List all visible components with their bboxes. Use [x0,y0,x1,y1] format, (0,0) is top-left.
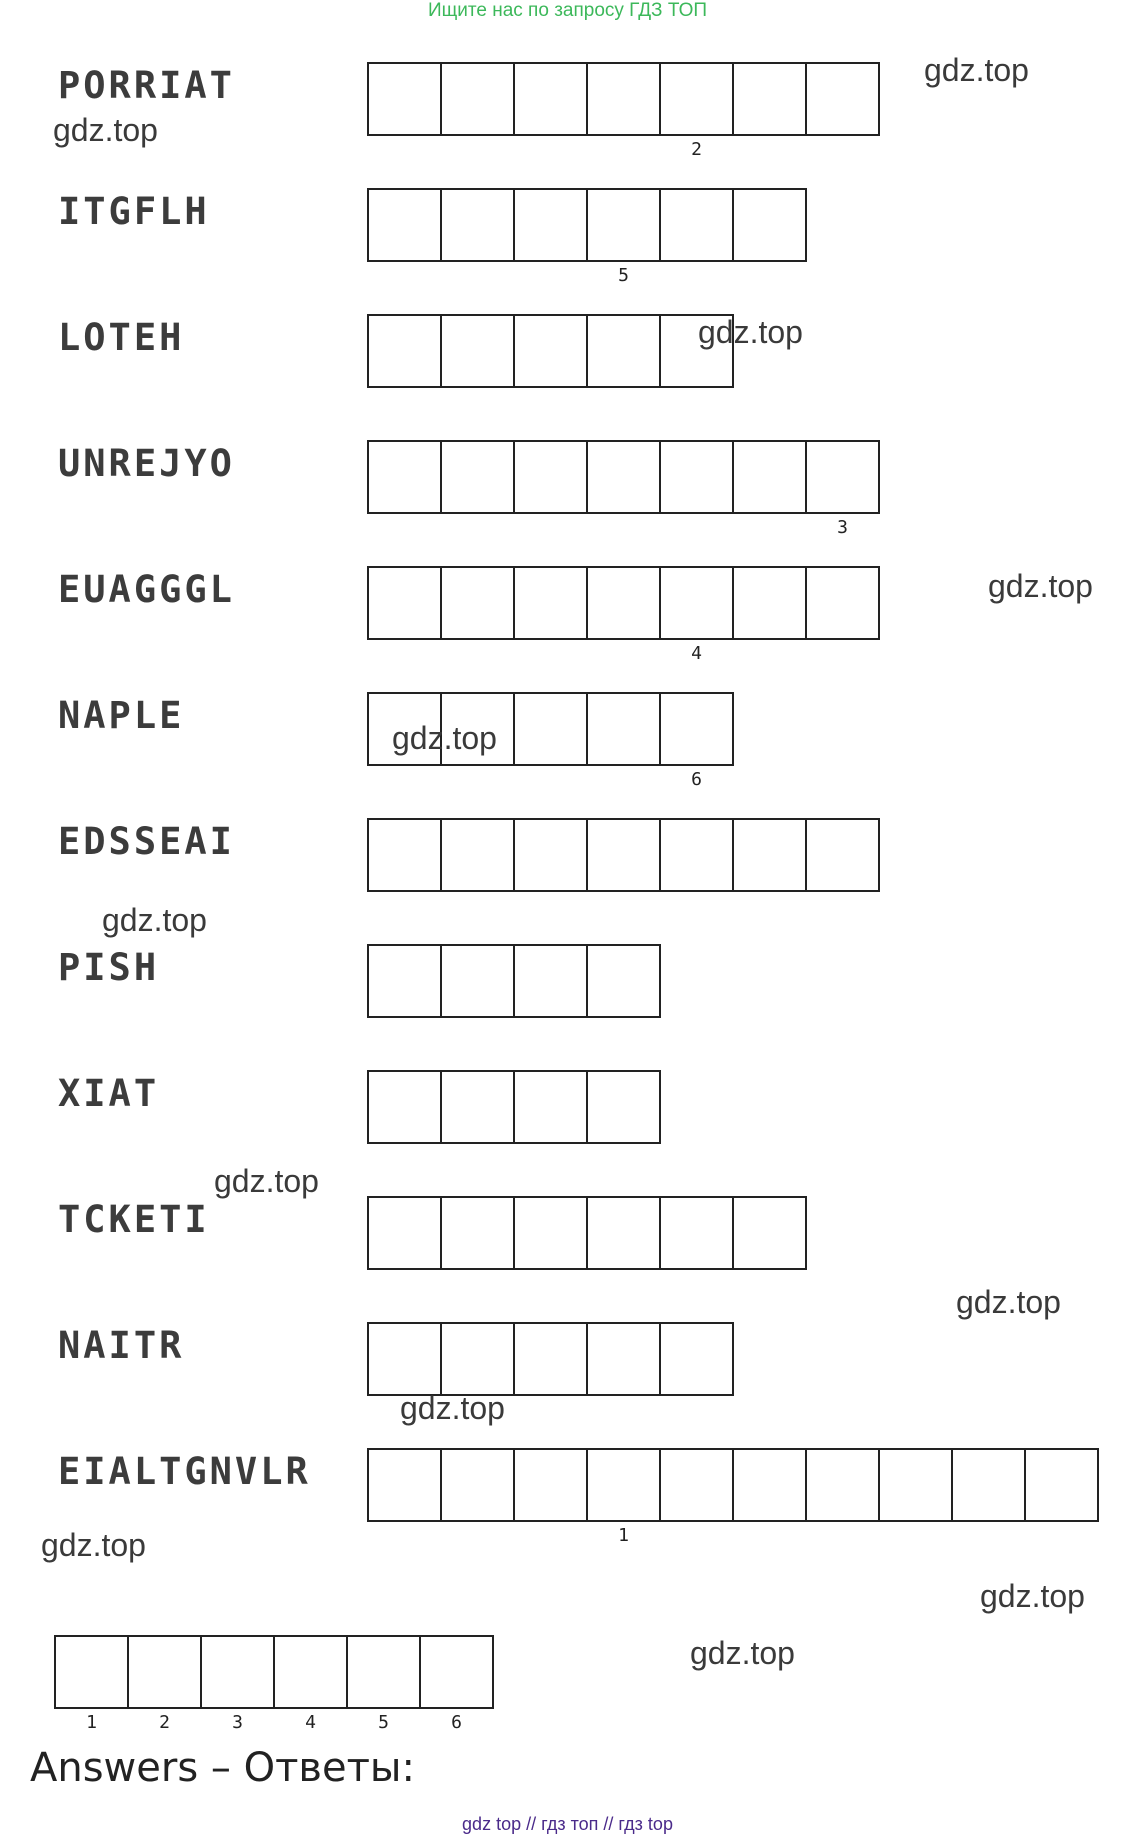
letter-box[interactable] [588,692,661,766]
letter-box[interactable] [661,1448,734,1522]
letter-box[interactable] [515,188,588,262]
scrambled-word: EDSSEAI [58,820,235,863]
letter-box[interactable] [588,188,661,286]
letter-box[interactable] [588,1196,661,1270]
answer-grid [367,440,880,538]
letter-box[interactable] [369,1196,442,1270]
answer-grid [367,1448,1099,1546]
answer-position-number: 4 [305,1712,316,1733]
answer-letter-box[interactable] [202,1635,275,1733]
answer-grid [367,1322,734,1396]
letter-box[interactable] [369,566,442,640]
watermark: gdz.top [214,1163,319,1199]
watermark: gdz.top [690,1635,795,1671]
letter-box[interactable] [734,440,807,514]
letter-box[interactable] [515,692,588,766]
letter-box[interactable] [807,440,880,538]
answer-position-number: 3 [232,1712,243,1733]
top-banner: Ищите нас по запросу ГДЗ ТОП [427,0,708,21]
scrambled-word: EUAGGGL [58,568,235,611]
letter-box[interactable] [661,692,734,790]
scrambled-word: ITGFLH [58,190,210,233]
answer-position-number: 2 [159,1712,170,1733]
letter-box[interactable] [734,566,807,640]
clue-number: 1 [618,1525,629,1546]
watermark: gdz.top [956,1284,1061,1320]
scrambled-word: NAPLE [58,694,185,737]
letter-box[interactable] [442,62,515,136]
scrambled-word: TCKETI [58,1198,210,1241]
letter-box[interactable] [369,818,442,892]
answer-letter-box[interactable] [421,1635,494,1733]
letter-box[interactable] [442,1322,515,1396]
letter-box[interactable] [807,818,880,892]
letter-box[interactable] [734,188,807,262]
watermark: gdz.top [41,1527,146,1563]
answer-grid [367,62,880,160]
watermark: gdz.top [400,1390,505,1426]
letter-box[interactable] [807,1448,880,1522]
answer-letter-box[interactable] [348,1635,421,1733]
watermark: gdz.top [53,112,158,148]
letter-box[interactable] [369,1322,442,1396]
footer-links: gdz top // гдз топ // гдз top [462,1814,673,1834]
letter-box[interactable] [661,440,734,514]
letter-box[interactable] [953,1448,1026,1522]
watermark: gdz.top [102,902,207,938]
letter-box[interactable] [588,818,661,892]
letter-box[interactable] [369,62,442,136]
answer-position-number: 6 [451,1712,462,1733]
answer-grid [367,566,880,664]
answers-heading: Answers – Ответы: [30,1745,415,1791]
clue-number: 5 [618,265,629,286]
letter-box[interactable] [588,1322,661,1396]
clue-number: 4 [691,643,702,664]
letter-box[interactable] [661,1196,734,1270]
letter-box[interactable] [880,1448,953,1522]
letter-box[interactable] [515,62,588,136]
watermark: gdz.top [988,568,1093,604]
letter-box[interactable] [442,818,515,892]
watermark: gdz.top [698,314,803,350]
letter-box[interactable] [515,314,588,388]
answer-letter-box[interactable] [275,1635,348,1733]
letter-box[interactable] [515,818,588,892]
letter-box[interactable] [515,1196,588,1270]
letter-box[interactable] [515,1322,588,1396]
letter-box[interactable] [1026,1448,1099,1522]
letter-box[interactable] [588,1070,661,1144]
answer-grid [367,1196,807,1270]
letter-box[interactable] [369,440,442,514]
letter-box[interactable] [807,62,880,136]
scrambled-word: PORRIAT [58,64,235,107]
letter-box[interactable] [442,1196,515,1270]
letter-box[interactable] [661,818,734,892]
clue-number: 2 [691,139,702,160]
letter-box[interactable] [661,62,734,160]
answer-grid [367,944,661,1018]
letter-box[interactable] [588,440,661,514]
answer-position-number: 5 [378,1712,389,1733]
letter-box[interactable] [661,188,734,262]
letter-box[interactable] [661,1322,734,1396]
letter-box[interactable] [515,440,588,514]
letter-box[interactable] [807,566,880,640]
answer-grid [367,314,734,388]
scrambled-word: PISH [58,946,160,989]
scrambled-word: EIALTGNVLR [58,1450,311,1493]
letter-box[interactable] [588,314,661,388]
answer-position-number: 1 [86,1712,97,1733]
letter-box[interactable] [369,1448,442,1522]
answer-letter-box[interactable] [129,1635,202,1733]
letter-box[interactable] [734,62,807,136]
scrambled-word: XIAT [58,1072,160,1115]
letter-box[interactable] [442,188,515,262]
letter-box[interactable] [442,1448,515,1522]
letter-box[interactable] [734,1196,807,1270]
letter-box[interactable] [515,1070,588,1144]
answer-key-grid [54,1635,494,1733]
clue-number: 6 [691,769,702,790]
answer-grid [367,188,807,286]
letter-box[interactable] [588,944,661,1018]
scrambled-word: LOTEH [58,316,185,359]
scrambled-word: UNREJYO [58,442,235,485]
letter-box[interactable] [442,314,515,388]
letter-box[interactable] [734,1448,807,1522]
letter-box[interactable] [515,566,588,640]
letter-box[interactable] [588,1448,661,1546]
letter-box[interactable] [442,1070,515,1144]
letter-box[interactable] [369,314,442,388]
letter-box[interactable] [734,818,807,892]
letter-box[interactable] [369,188,442,262]
answer-grid [367,818,880,892]
letter-box[interactable] [442,440,515,514]
letter-box[interactable] [515,944,588,1018]
letter-box[interactable] [442,944,515,1018]
letter-box[interactable] [661,566,734,664]
letter-box[interactable] [588,566,661,640]
answer-grid [367,1070,661,1144]
scrambled-word: NAITR [58,1324,185,1367]
letter-box[interactable] [588,62,661,136]
answer-letter-box[interactable] [56,1635,129,1733]
letter-box[interactable] [369,944,442,1018]
letter-box[interactable] [515,1448,588,1522]
letter-box[interactable] [369,1070,442,1144]
watermark: gdz.top [392,720,497,756]
clue-number: 3 [837,517,848,538]
watermark: gdz.top [924,52,1029,88]
letter-box[interactable] [442,566,515,640]
watermark: gdz.top [980,1578,1085,1614]
